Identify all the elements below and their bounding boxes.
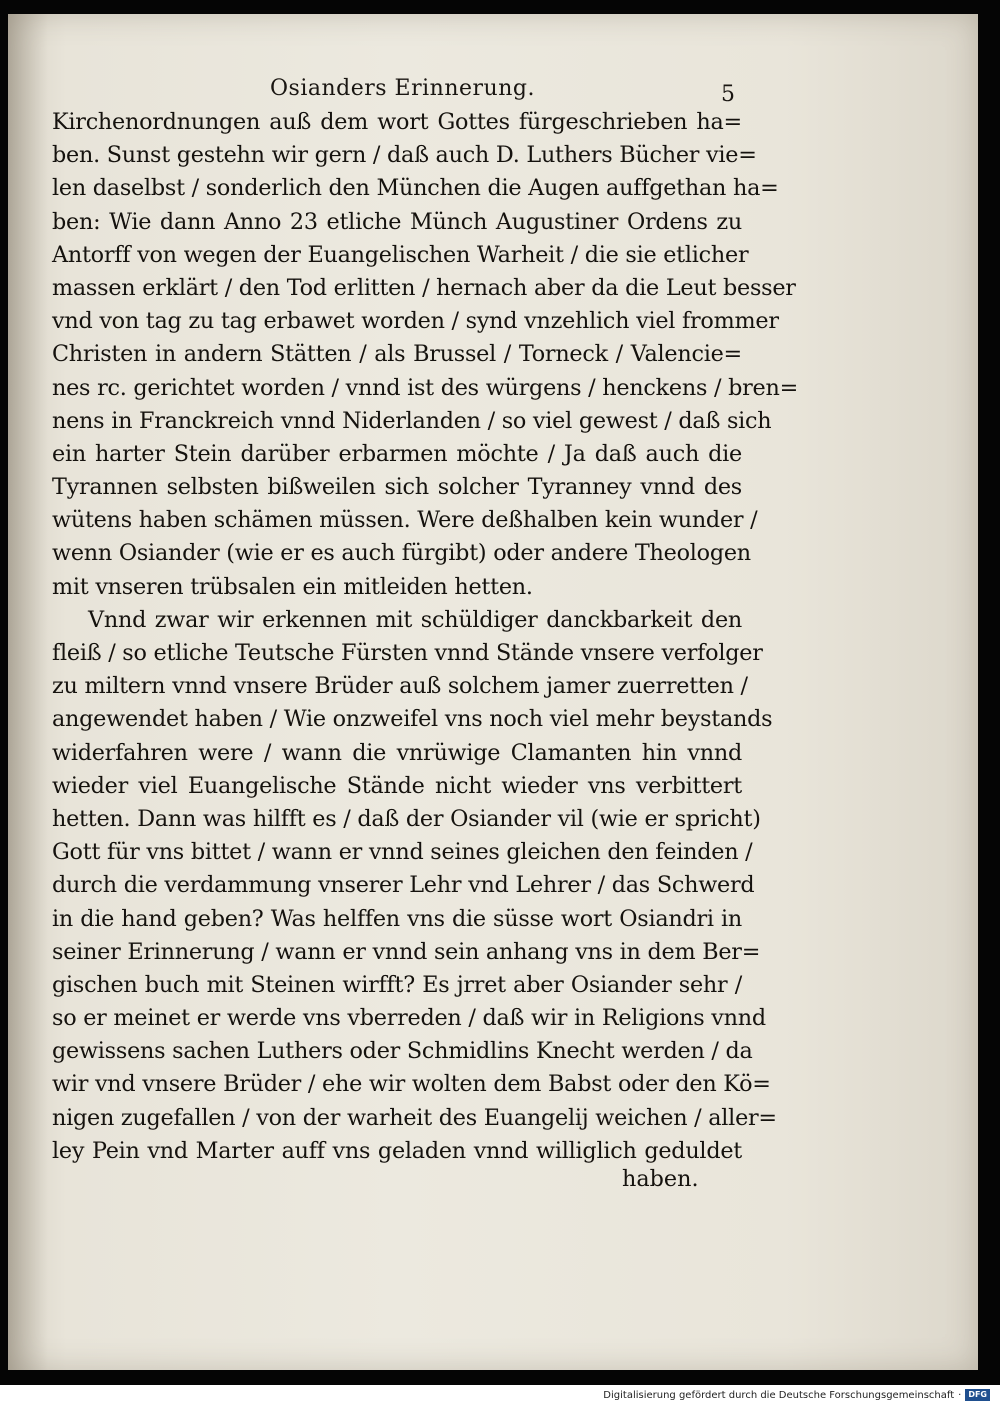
running-head: Osianders Erinnerung. <box>270 76 535 101</box>
text-line: ben: Wie dann Anno 23 etliche Münch Augustiner Ordens zu <box>52 208 742 235</box>
text-line: Kirchenordnungen auß dem wort Gottes fürgeschrieben ha= <box>52 109 742 135</box>
page-number: 5 <box>721 82 735 107</box>
footer-separator: · <box>958 1389 962 1401</box>
text-line-paragraph-start: Vnnd zwar wir erkennen mit schüldiger danckbarkeit den <box>88 606 742 633</box>
text-line: durch die verdammung vnserer Lehr vnd Lehrer / das Schwerd <box>52 872 755 899</box>
text-line: ley Pein vnd Marter auff vns geladen vnnd williglich geduldet <box>52 1137 742 1164</box>
text-line: vnd von tag zu tag erbawet worden / synd vnzehlich viel frommer <box>52 308 779 335</box>
text-line: Antorff von wegen der Euangelischen Warheit / die sie etlicher <box>52 241 749 268</box>
text-line: angewendet haben / Wie onzweifel vns noch viel mehr beystands <box>52 706 773 733</box>
catchword: haben. <box>622 1166 699 1192</box>
text-line: wenn Osiander (wie er es auch fürgibt) oder andere Theologen <box>52 540 751 567</box>
text-line: wütens haben schämen müssen. Were deßhalben kein wunder / <box>52 507 758 534</box>
text-line: mit vnseren trübsalen ein mitleiden hetten. <box>52 573 533 600</box>
text-line: Gott für vns bittet / wann er vnnd seines gleichen den feinden / <box>52 839 753 866</box>
text-line: zu miltern vnnd vnsere Brüder auß solchem jamer zuerretten / <box>52 673 748 700</box>
text-line: Christen in andern Stätten / als Brussel / Torneck / Valencie= <box>52 341 742 368</box>
text-line: len daselbst / sonderlich den München die Augen auffgethan ha= <box>52 175 779 202</box>
page-gutter-shadow <box>8 14 48 1370</box>
text-line: ein harter Stein darüber erbarmen möchte / Ja daß auch die <box>52 440 742 467</box>
dfg-logo: DFG <box>965 1389 990 1401</box>
text-line: gischen buch mit Steinen wirfft? Es jrret aber Osiander sehr / <box>52 971 742 998</box>
text-line: widerfahren were / wann die vnrüwige Clamanten hin vnnd <box>52 739 742 766</box>
text-line: fleiß / so etliche Teutsche Fürsten vnnd Stände vnsere verfolger <box>52 640 763 666</box>
text-line: gewissens sachen Luthers oder Schmidlins Knecht werden / da <box>52 1038 753 1065</box>
text-line: wir vnd vnsere Brüder / ehe wir wolten dem Babst oder den Kö= <box>52 1071 771 1098</box>
text-line: hetten. Dann was hilfft es / daß der Osiander vil (wie er spricht) <box>52 805 761 832</box>
text-line: Tyrannen selbsten bißweilen sich solcher Tyranney vnnd des <box>52 474 742 501</box>
text-line: so er meinet er werde vns vberreden / daß wir in Religions vnnd <box>52 1005 766 1032</box>
text-line: seiner Erinnerung / wann er vnnd sein anhang vns in dem Ber= <box>52 938 761 965</box>
body-text <box>52 106 799 1168</box>
text-line: nes rc. gerichtet worden / vnnd ist des würgens / henckens / bren= <box>52 374 799 401</box>
footer-text: Digitalisierung gefördert durch die Deutsche Forschungsgemeinschaft <box>603 1389 955 1401</box>
text-line: wieder viel Euangelische Stände nicht wieder vns verbittert <box>52 772 742 799</box>
text-line: massen erklärt / den Tod erlitten / hernach aber da die Leut besser <box>52 274 796 301</box>
text-line: nigen zugefallen / von der warheit des Euangelij weichen / aller= <box>52 1104 777 1131</box>
text-line: in die hand geben? Was helffen vns die süsse wort Osiandri in <box>52 905 742 932</box>
text-line: nens in Franckreich vnnd Niderlanden / so viel gewest / daß sich <box>52 407 772 434</box>
footer-credit <box>603 1389 990 1401</box>
text-line: ben. Sunst gestehn wir gern / daß auch D. Luthers Bücher vie= <box>52 142 757 169</box>
